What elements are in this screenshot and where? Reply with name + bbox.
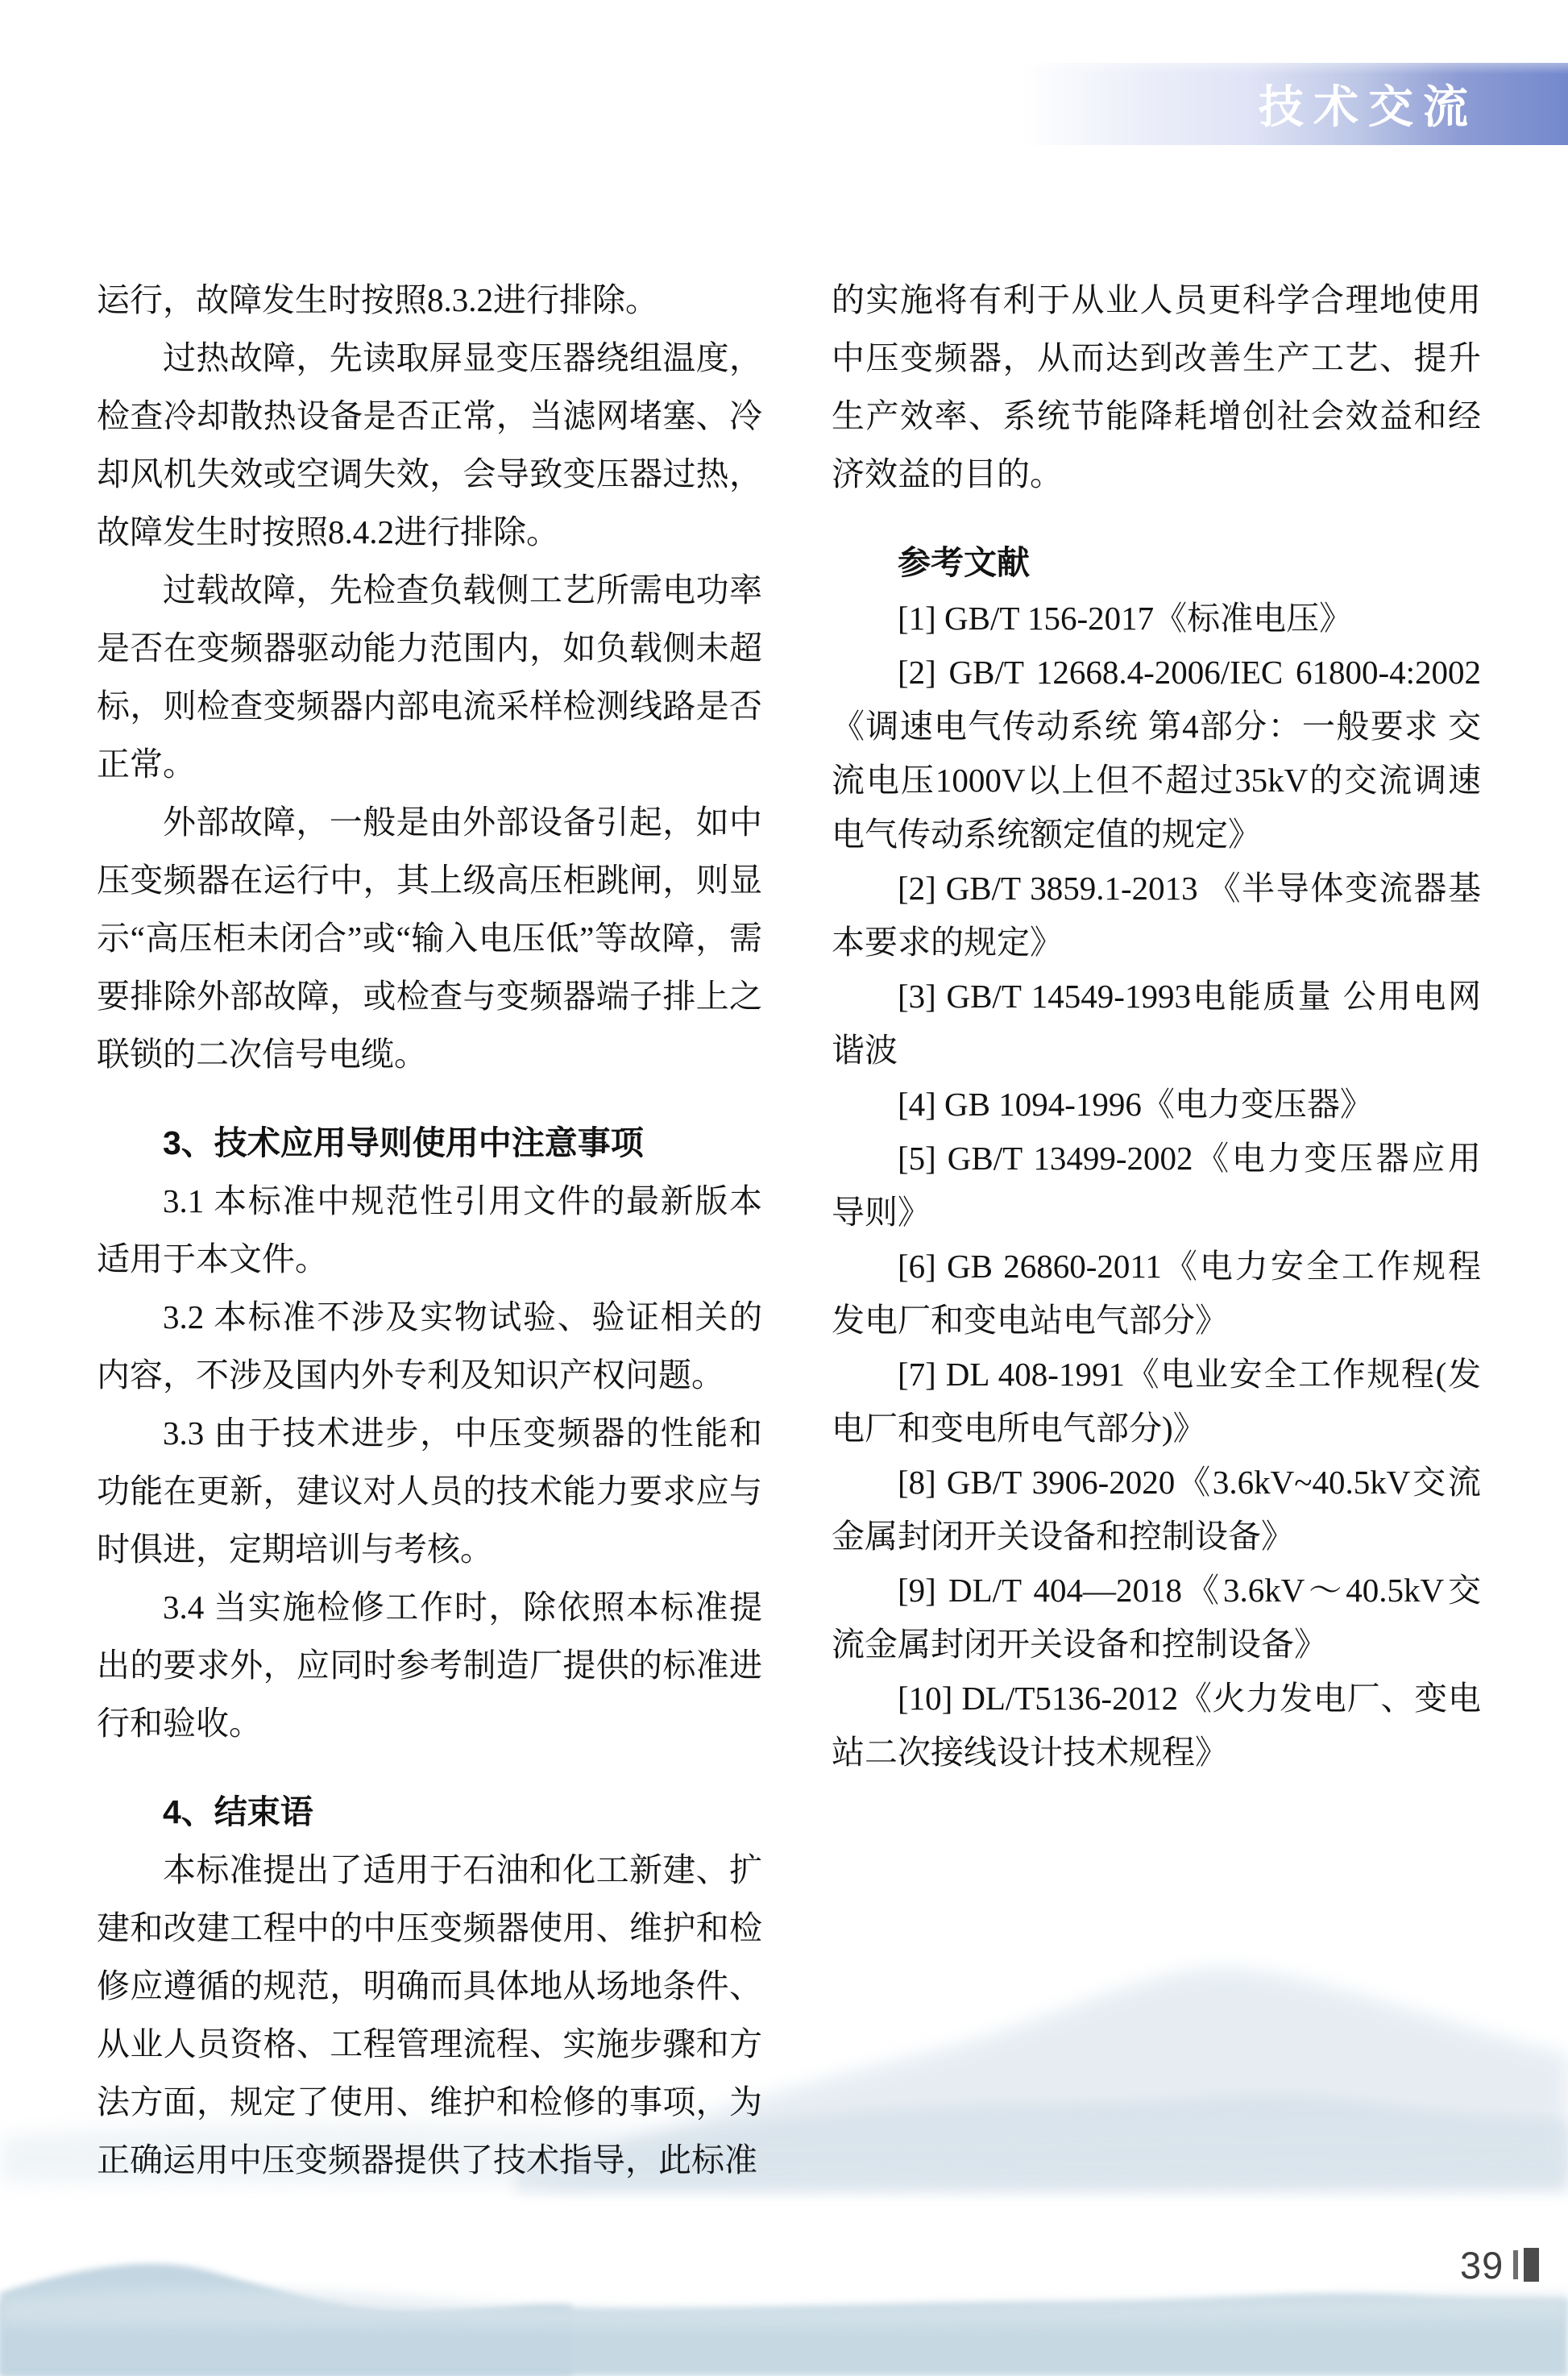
reference-item: [10] DL/T5136-2012《火力发电厂、变电站二次接线设计技术规程》 <box>832 1680 1481 1771</box>
left-column <box>97 271 762 2189</box>
paragraph: 本标准提出了适用于石油和化工新建、扩建和改建工程中的中压变频器使用、维护和检修应遵循的规范，明确而具体地从场地条件、从业人员资格、工程管理流程、实施步骤和方法方面，规定了使用、维护和检修的事项，为正确运用中压变频器提供了技术指导，此标准 <box>97 1851 762 2179</box>
page-number-thin-bar-decoration <box>1513 2250 1518 2279</box>
paragraph: 3.1 本标准中规范性引用文件的最新版本适用于本文件。 <box>97 1182 762 1277</box>
paragraph: 的实施将有利于从业人员更科学合理地使用中压变频器，从而达到改善生产工艺、提升生产效率、系统节能降耗增创社会效益和经济效益的目的。 <box>832 281 1481 492</box>
page-number-thick-bar-decoration <box>1524 2248 1539 2282</box>
reference-item: [6] GB 26860-2011《电力安全工作规程 发电厂和变电站电气部分》 <box>832 1248 1481 1339</box>
reference-item: [7] DL 408-1991《电业安全工作规程(发电厂和变电所电气部分)》 <box>832 1356 1481 1447</box>
paragraph: 3.3 由于技术进步，中压变频器的性能和功能在更新，建议对人员的技术能力要求应与时俱进，定期培训与考核。 <box>97 1414 762 1568</box>
reference-item: [3] GB/T 14549-1993电能质量 公用电网谐波 <box>832 978 1481 1069</box>
reference-item: [5] GB/T 13499-2002《电力变压器应用导则》 <box>832 1140 1481 1231</box>
paragraph: 外部故障，一般是由外部设备引起，如中压变频器在运行中，其上级高压柜跳闸，则显示“高压柜未闭合”或“输入电压低”等故障，需要排除外部故障，或检查与变频器端子排上之联锁的二次信号电缆。 <box>97 804 762 1073</box>
paragraph: 运行，故障发生时按照8.3.2进行排除。 <box>97 281 658 318</box>
section-heading: 3、技术应用导则使用中注意事项 <box>163 1124 644 1161</box>
reference-item: [4] GB 1094-1996《电力变压器》 <box>898 1086 1373 1123</box>
reference-item: [9] DL/T 404—2018《3.6kV～40.5kV交流金属封闭开关设备和控制设备》 <box>832 1572 1481 1663</box>
paragraph: 3.2 本标准不涉及实物试验、验证相关的内容，不涉及国内外专利及知识产权问题。 <box>97 1298 762 1394</box>
paragraph: 3.4 当实施检修工作时，除依照本标准提出的要求外，应同时参考制造厂提供的标准进行和验收。 <box>97 1589 762 1742</box>
reference-item: [2] GB/T 12668.4-2006/IEC 61800-4:2002《调速电气传动系统 第4部分：一般要求 交流电压1000V以上但不超过35kV的交流调速电气传动系统额定值的规定》 <box>832 654 1481 853</box>
header-tab-label: 技术交流 <box>1259 81 1478 132</box>
reference-item: [1] GB/T 156-2017《标准电压》 <box>898 600 1353 637</box>
paragraph: 过载故障，先检查负载侧工艺所需电功率是否在变频器驱动能力范围内，如负载侧未超标，则检查变频器内部电流采样检测线路是否正常。 <box>97 571 762 783</box>
section-heading: 参考文献 <box>898 544 1030 581</box>
section-heading: 4、结束语 <box>163 1793 313 1830</box>
page-number-value: 39 <box>1460 2243 1504 2287</box>
page-number <box>1460 2243 1539 2287</box>
paragraph: 过热故障，先读取屏显变压器绕组温度，检查冷却散热设备是否正常，当滤网堵塞、冷却风机失效或空调失效，会导致变压器过热，故障发生时按照8.4.2进行排除。 <box>97 339 762 550</box>
header-band <box>1022 63 1568 145</box>
reference-item: [2] GB/T 3859.1-2013 《半导体变流器基本要求的规定》 <box>832 870 1481 961</box>
right-column <box>832 271 1481 1780</box>
reference-item: [8] GB/T 3906-2020《3.6kV~40.5kV交流金属封闭开关设备和控制设备》 <box>832 1464 1481 1555</box>
